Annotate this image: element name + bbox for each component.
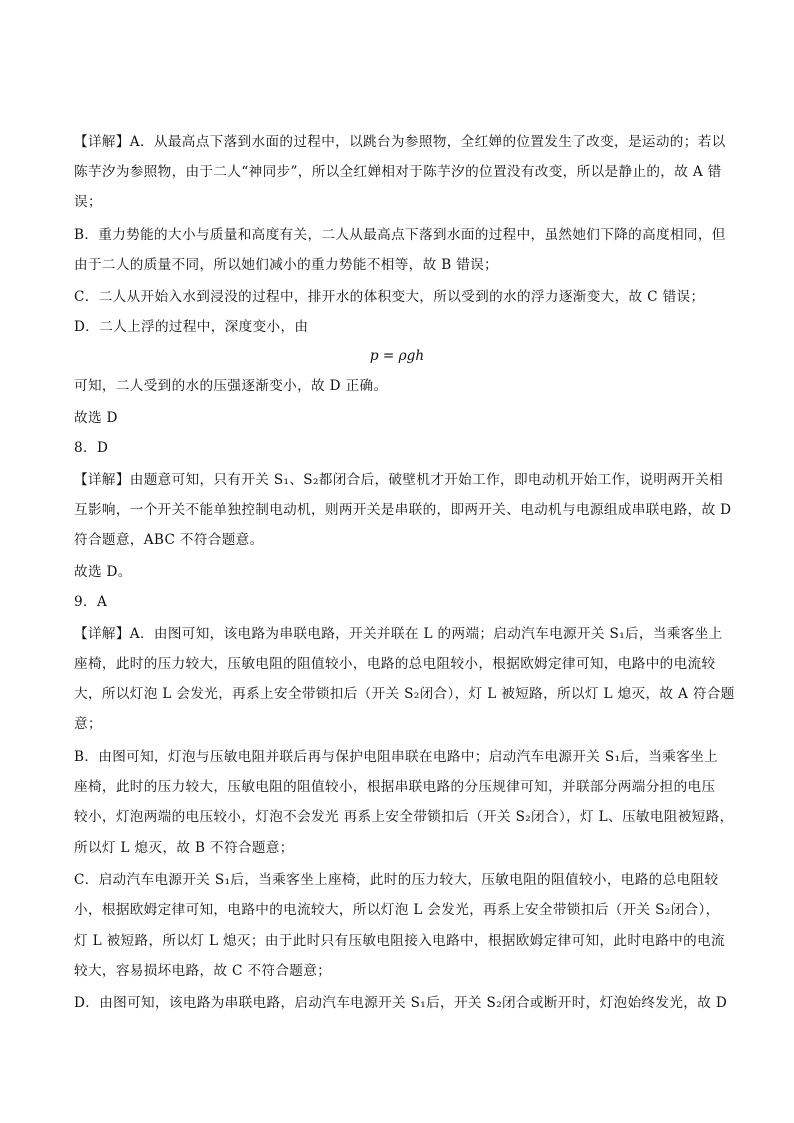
text-line: 故选 D <box>74 410 118 426</box>
text-line: 所以灯 L 熄灭，故 B 不符合题意； <box>74 840 294 856</box>
answer-heading-9: 9．A <box>74 594 108 610</box>
text-line: 陈芋汐为参照物，由于二人“神同步”，所以全红婵相对于陈芋汐的位置没有改变，所以是静止的，故 A 错 <box>74 164 722 180</box>
text-line: 较大，容易损坏电路，故 C 不符合题意； <box>74 963 332 979</box>
text-line: 大，所以灯泡 L 会发光，再系上安全带锁扣后（开关 S₂闭合），灯 L 被短路，所以灯 L 熄灭，故 A 符合题 <box>74 686 735 702</box>
text-line: 【详解】由题意可知，只有开关 S₁、S₂都闭合后，破壁机才开始工作，即电动机开始工作，说明两开关相 <box>74 472 724 488</box>
formula-pressure: p = ρgh <box>369 348 425 364</box>
text-line: B．重力势能的大小与质量和高度有关，二人从最高点下落到水面的过程中，虽然她们下降的高度相同，但 <box>74 227 726 243</box>
text-line: 故选 D。 <box>74 564 132 580</box>
text-line: 【详解】A．由图可知，该电路为串联电路，开关并联在 L 的两端；启动汽车电源开关 S₁后，当乘客坐上 <box>74 626 723 642</box>
text-line: 座椅，此时的压力较大，压敏电阻的阻值较小，电路的总电阻较小，根据欧姆定律可知，电路中的电流较 <box>74 656 716 672</box>
text-line: C．启动汽车电源开关 S₁后，当乘客坐上座椅，此时的压力较大，压敏电阻的阻值较小，电路的总电阻较 <box>74 872 719 888</box>
text-line: D．由图可知，该电路为串联电路，启动汽车电源开关 S₁后，开关 S₂闭合或断开时，灯泡始终发光，故 D <box>74 995 728 1011</box>
text-line: 符合题意，ABC 不符合题意。 <box>74 532 264 548</box>
text-line: 由于二人的质量不同，所以她们减小的重力势能不相等，故 B 错误； <box>74 257 499 273</box>
text-line: 互影响，一个开关不能单独控制电动机，则两开关是串联的，即两开关、电动机与电源组成串联电路，故 D <box>74 502 732 518</box>
text-line: 座椅，此时的压力较大，压敏电阻的阻值较小，根据串联电路的分压规律可知，并联部分两端分担的电压 <box>74 779 716 795</box>
text-line: 灯 L 被短路，所以灯 L 熄灭；由于此时只有压敏电阻接入电路中，根据欧姆定律可知，此时电路中的电流 <box>74 933 725 949</box>
text-line: 可知，二人受到的水的压强逐渐变小，故 D 正确。 <box>74 378 388 394</box>
answer-heading-8: 8．D <box>74 440 109 456</box>
text-line: 【详解】A．从最高点下落到水面的过程中，以跳台为参照物，全红婵的位置发生了改变，是运动的；若以 <box>74 134 726 150</box>
text-line: 较小，灯泡两端的电压较小，灯泡不会发光 再系上安全带锁扣后（开关 S₂闭合），灯 L、压敏电阻被短路， <box>74 809 734 825</box>
text-line: B．由图可知，灯泡与压敏电阻并联后再与保护电阻串联在电路中；启动汽车电源开关 S₁后，当乘客坐上 <box>74 749 718 765</box>
text-line: D．二人上浮的过程中，深度变小，由 <box>74 319 309 335</box>
text-line: C．二人从开始入水到浸没的过程中，排开水的体积变大，所以受到的水的浮力逐渐变大，故 C 错误； <box>74 289 705 305</box>
text-line: 小，根据欧姆定律可知，电路中的电流较大，所以灯泡 L 会发光，再系上安全带锁扣后（开关 S₂闭合）， <box>74 902 720 918</box>
text-line: 意； <box>74 716 102 732</box>
text-line: 误； <box>74 194 102 210</box>
